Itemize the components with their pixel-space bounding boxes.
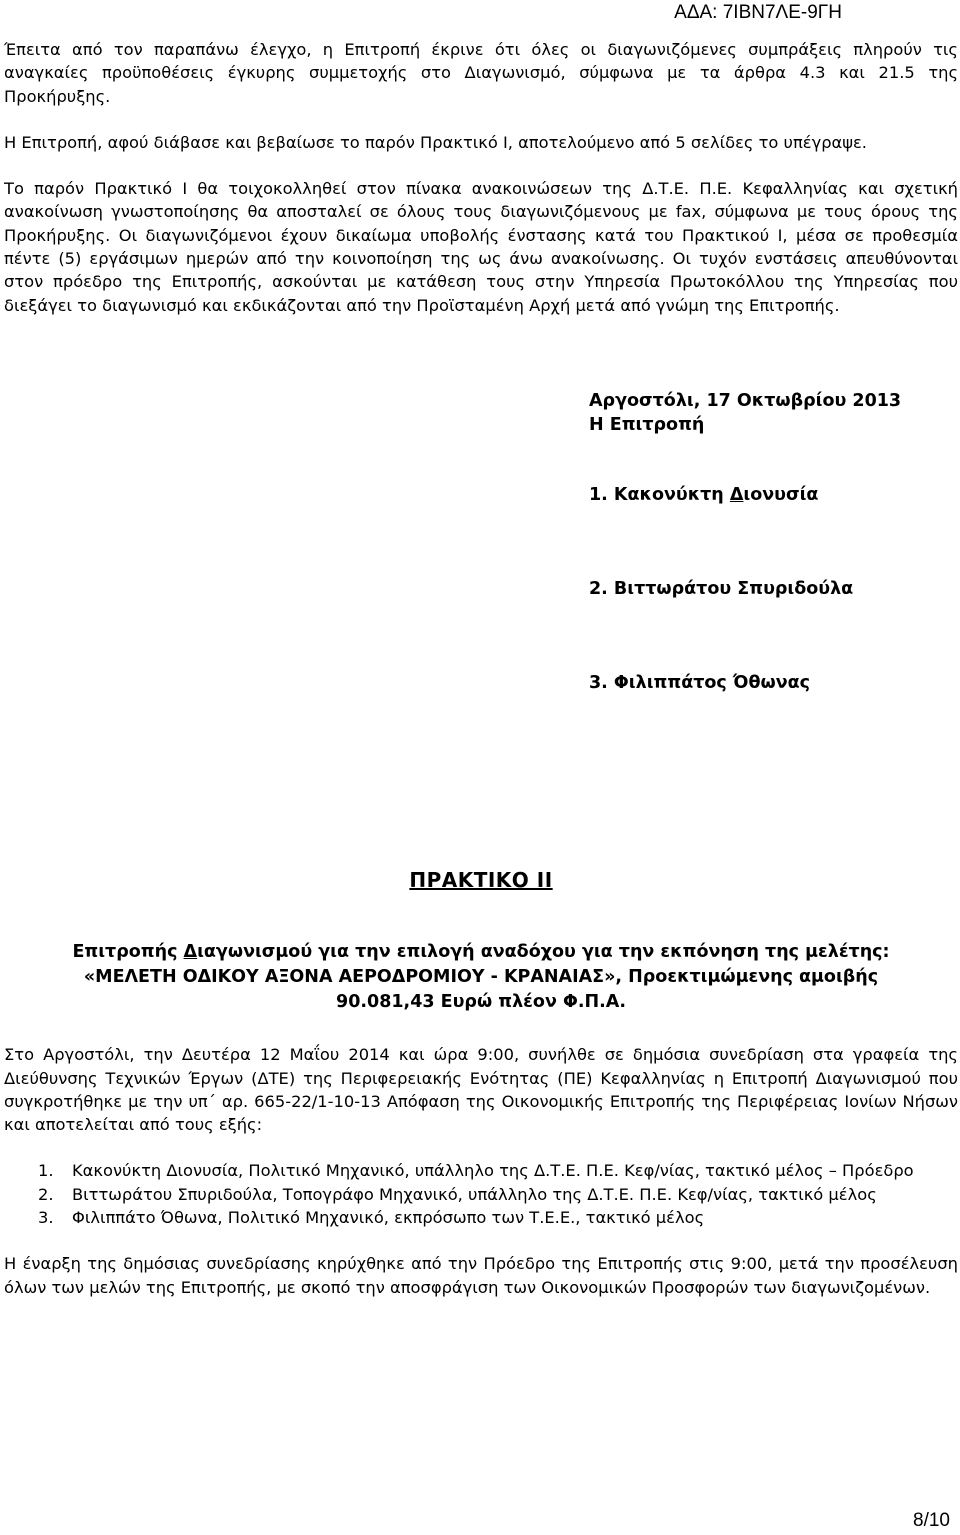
paragraph-announcement: Το παρόν Πρακτικό Ι θα τοιχοκολληθεί στον πίνακα ανακοινώσεων της Δ.Τ.Ε. Π.Ε. Κεφαλληνίας και σχετική ανακοίνωση γνωστοποίησης θα αποσταλεί σε όλους τους διαγωνιζόμενους με fax, σύμφωνα με τους όρους της Προκήρυξης. Οι διαγωνιζόμενοι έχουν δικαίωμα υποβολής ένστασης κατά του Πρακτικού Ι, μέσα σε προθεσμία πέντε (5) εργάσιμων ημερών από την κοινοποίηση της ως άνω ανακοίνωσης. Οι τυχόν ενστάσεις απευθύνονται στον πρόεδρο της Επιτροπής, ασκούνται με κατάθεση τους στην Υπηρεσία Πρωτοκόλλου της Υπηρεσίας που διεξάγει το διαγωνισμό και εκδικάζονται από την Προϊσταμένη Αρχή μετά από γνώμη της Επιτροπής. bbox=[4, 179, 958, 315]
signature-member-3: 3. Φιλιππάτος Όθωνας bbox=[589, 672, 811, 693]
document-body bbox=[4, 38, 958, 1299]
paragraph-meeting: Στο Αργοστόλι, την Δευτέρα 12 Μαΐου 2014 και ώρα 9:00, συνήλθε σε δημόσια συνεδρίαση στα γραφεία της Διεύθυνσης Τεχνικών Έργων (ΔΤΕ) της Περιφερειακής Ενότητας (ΠΕ) Κεφαλληνίας η Επιτροπή Διαγωνισμού που συγκροτήθηκε με την υπ΄ αρ. 665-22/1-10-13 Απόφαση της Οικονομικής Επιτροπής της Περιφέρειας Ιονίων Νήσων και αποτελείται από τους εξής: bbox=[4, 1045, 958, 1135]
list-item: 1. Κακονύκτη Διονυσία, Πολιτικό Μηχανικό, υπάλληλο της Δ.Τ.Ε. Π.Ε. Κεφ/νίας, τακτικό μέλος – Πρόεδρο bbox=[38, 1161, 914, 1181]
signature-member-2: 2. Βιττωράτου Σπυριδούλα bbox=[589, 578, 854, 599]
paragraph-signing: Η Επιτροπή, αφού διάβασε και βεβαίωσε το παρόν Πρακτικό Ι, αποτελούμενο από 5 σελίδες το υπέγραψε. bbox=[4, 132, 867, 152]
signature-member-1: 1. Κακονύκτη Διονυσία bbox=[589, 484, 819, 505]
list-item: 2. Βιττωράτου Σπυριδούλα, Τοπογράφο Μηχανικό, υπάλληλο της Δ.Τ.Ε. Π.Ε. Κεφ/νίας, τακτικό μέλος bbox=[38, 1184, 877, 1204]
members-list bbox=[4, 1159, 958, 1229]
place-date: Αργοστόλι, 17 Οκτωβρίου 2013 bbox=[589, 390, 902, 411]
list-item: 3. Φιλιππάτο Όθωνα, Πολιτικό Μηχανικό, εκπρόσωπο των Τ.Ε.Ε., τακτικό μέλος bbox=[38, 1208, 705, 1228]
committee-label: Η Επιτροπή bbox=[589, 414, 705, 435]
page-number: 8/10 bbox=[913, 1510, 950, 1531]
ada-code: ΑΔΑ: 7ΙΒΝ7ΛΕ-9ΓΗ bbox=[674, 2, 842, 23]
signature-header bbox=[589, 389, 958, 437]
section-subtitle: Επιτροπής Διαγωνισμού για την επιλογή αναδόχου για την εκπόνηση της μελέτης: «ΜΕΛΕΤΗ ΟΔΙΚΟΥ ΑΞΟΝΑ ΑΕΡΟΔΡΟΜΙΟΥ - ΚΡΑΝΑΙΑΣ», Προεκτιμώμενης αμοιβής 90.081,43 Ευρώ πλέον Φ.Π.Α. bbox=[72, 942, 890, 1013]
paragraph-check-result: Έπειτα από τον παραπάνω έλεγχο, η Επιτροπή έκρινε ότι όλες οι διαγωνιζόμενες συμπράξεις πληρούν τις αναγκαίες προϋποθέσεις έγκυρης συμμετοχής στο Διαγωνισμό, σύμφωνα με τα άρθρα 4.3 και 21.5 της Προκήρυξης. bbox=[4, 40, 958, 106]
paragraph-start: Η έναρξη της δημόσιας συνεδρίασης κηρύχθηκε από την Πρόεδρο της Επιτροπής στις 9:00, μετά την προσέλευση όλων των μελών της Επιτροπής, με σκοπό την αποσφράγιση των Οικονομικών Προσφορών των διαγωνιζομένων. bbox=[4, 1254, 958, 1297]
section-title: ΠΡΑΚΤΙΚΟ ΙΙ bbox=[409, 867, 553, 892]
